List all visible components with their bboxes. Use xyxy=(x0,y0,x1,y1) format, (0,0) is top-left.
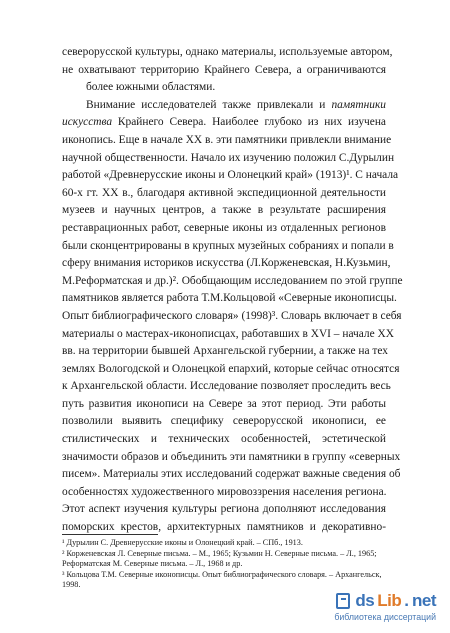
text-line: научной общественности. Начало их изучению положил С.Дурылин xyxy=(62,151,395,164)
text-line: особенностях художественного мировоззрения населения региона. xyxy=(62,485,387,498)
text-line: материалы о мастерах-иконописцах, работавших в XVI – начале XX xyxy=(62,327,394,340)
footnotes xyxy=(62,538,392,591)
text-line: к Архангельской области. Исследование позволяет проследить весь xyxy=(62,380,391,393)
footnote: ³ Кольцова Т.М. Северные иконописцы. Опыт библиографического словаря. – Архангельск, xyxy=(62,569,382,579)
text-line: иконопись. Еще в начале XX в. эти памятники привлекли внимание xyxy=(62,133,392,146)
footnote: ¹ Дурылин С. Древнерусские иконы и Олонецкий край. – СПб., 1913. xyxy=(62,538,303,547)
text-line: писем». Материалы этих исследований содержат важные сведения об xyxy=(62,468,401,481)
text-run: Внимание исследователей также привлекали и xyxy=(86,98,332,111)
text-line: стилистических и технических особенностей, эстетической xyxy=(62,433,386,446)
footnote: 1998. xyxy=(62,580,81,590)
text-line: сферу внимания историков искусства (Л.Корженевская, Н.Кузьмин, xyxy=(62,257,391,270)
body-text xyxy=(62,44,403,537)
italic-phrase: искусства xyxy=(62,116,113,129)
watermark-caption: библиотека диссертаций xyxy=(334,612,436,622)
text-line: вв. на территории бывшей Архангельской губернии, а также на тех xyxy=(62,345,388,358)
watermark-brand xyxy=(336,591,436,611)
text-line: землях Вологодской и Олонецкой епархий, которые сейчас относятся xyxy=(62,362,400,375)
text-line: реставрационных работ, северные иконы из отдаленных регионов xyxy=(62,221,386,234)
text-line: более южными областями. xyxy=(86,81,216,94)
text-line: северорусской культуры, однако материалы, используемые автором, xyxy=(62,46,393,58)
text-line: Этот аспект изучения культуры региона дополняют исследования xyxy=(62,503,386,516)
watermark-logo xyxy=(326,591,436,625)
watermark-dot: . xyxy=(404,591,409,610)
text-line: работой «Древнерусские иконы и Олонецкий край» (1913)¹. С начала xyxy=(62,169,399,182)
text-line: памятников является работа Т.М.Кольцовой «Северные иконописцы. xyxy=(62,292,397,305)
text-line: значимости образов и объединить эти памятники в группу «северных xyxy=(62,450,401,463)
watermark-net: net xyxy=(412,591,436,610)
text-line: музеев и научных центров, а также в результате расширения xyxy=(62,204,386,217)
text-line: поморских крестов, архитектурных памятников и декоративно- xyxy=(62,521,386,534)
text-line xyxy=(62,114,386,132)
text-line: позволили выявить специфику северорусской иконописи, ее xyxy=(62,415,386,428)
text-run: Крайнего Севера. Наиболее глубоко из них изучена xyxy=(112,116,386,129)
text-line: 60-х гт. XX в., благодаря активной экспедиционной деятельности xyxy=(62,186,386,199)
watermark-lib: Lib xyxy=(377,591,402,610)
text-line: были сконцентрированы в крупных музейных собраниях и попали в xyxy=(62,239,394,252)
footnote: ² Корженевская Л. Северные письма. – М., 1965; Кузьмин Н. Северные письма. – Л., 1965; xyxy=(62,548,377,558)
footnote-divider xyxy=(62,534,158,535)
text-line: не охватывают территорию Крайнего Севера, а ограничиваются xyxy=(62,63,386,76)
text-line: Опыт библиографического словаря» (1998)³. Словарь включает в себя xyxy=(62,309,402,322)
text-line: путь развития иконописи на Севере за этот период. Эти работы xyxy=(62,397,386,410)
watermark-ds: ds xyxy=(355,591,375,610)
text-line: М.Реформатская и др.)². Обобщающим исследованием по этой группе xyxy=(62,274,403,287)
italic-phrase: памятники xyxy=(331,98,386,111)
text-line xyxy=(62,97,386,115)
footnote: Реформатская М. Северные письма. – Л., 1968 и др. xyxy=(62,559,243,569)
book-icon xyxy=(336,593,350,609)
